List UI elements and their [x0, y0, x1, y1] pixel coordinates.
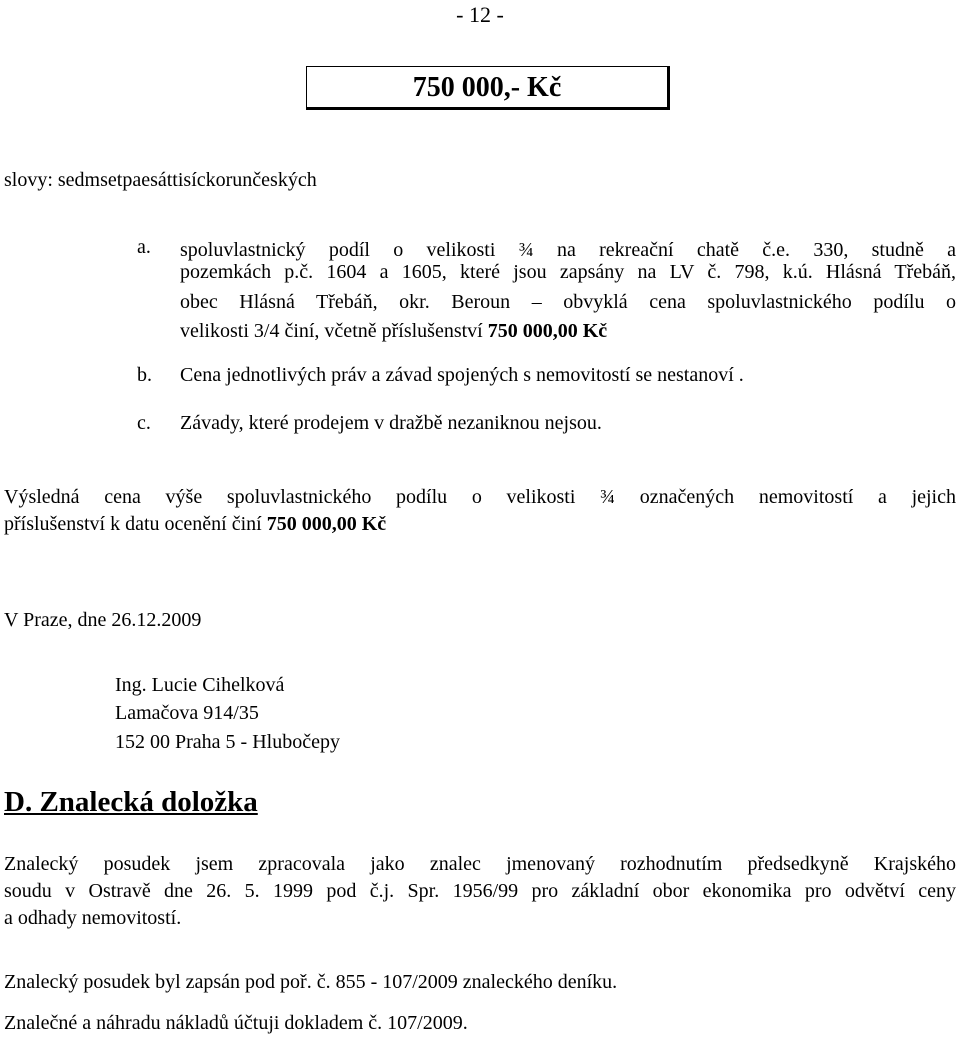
signature-city: 152 00 Praha 5 - Hlubočepy — [115, 731, 340, 753]
signature-name: Ing. Lucie Cihelková — [115, 674, 285, 696]
section-d-p1-line-3: a odhady nemovitostí. — [4, 907, 182, 929]
section-d-p1-line-2: soudu v Ostravě dne 26. 5. 1999 pod č.j. Spr. 1956/99 pro základní obor ekonomika pro odvětví ceny — [4, 880, 956, 902]
item-a-line-4 — [180, 317, 607, 345]
item-b-text: Cena jednotlivých práv a závad spojených s nemovitostí se nestanoví . — [180, 364, 744, 386]
item-a-line-2: pozemkách p.č. 1604 a 1605, které jsou zapsány na LV č. 798, k.ú. Hlásná Třebáň, — [180, 261, 956, 283]
result-line-2 — [4, 510, 386, 538]
item-c-text: Závady, které prodejem v dražbě nezaniknou nejsou. — [180, 412, 602, 434]
item-b-marker: b. — [137, 364, 152, 386]
price-in-words: slovy: sedmsetpaesáttisíckorunčeských — [4, 169, 317, 191]
item-a-marker: a. — [137, 236, 151, 258]
section-d-heading: D. Znalecká doložka — [4, 786, 258, 818]
item-c-marker: c. — [137, 412, 151, 434]
page-number: - 12 - — [456, 2, 504, 27]
section-d-p3: Znalečné a náhradu nákladů účtuji dokladem č. 107/2009. — [4, 1012, 468, 1034]
item-a-line-4-text: velikosti 3/4 činí, včetně příslušenství — [180, 320, 483, 342]
item-a-line-3: obec Hlásná Třebáň, okr. Beroun – obvyklá cena spoluvlastnického podílu o — [180, 291, 956, 313]
result-line-1: Výsledná cena výše spoluvlastnického podílu o velikosti ¾ označených nemovitostí a jejich — [4, 486, 956, 508]
place-date: V Praze, dne 26.12.2009 — [4, 609, 202, 631]
result-line-2-text: příslušenství k datu ocenění činí — [4, 513, 262, 535]
item-a-line-1: spoluvlastnický podíl o velikosti ¾ na rekreační chatě č.e. 330, studně a — [180, 239, 956, 261]
signature-street: Lamačova 914/35 — [115, 702, 259, 724]
result-value: 750 000,00 Kč — [266, 513, 387, 535]
section-d-p1-line-1: Znalecký posudek jsem zpracovala jako znalec jmenovaný rozhodnutím předsedkyně Krajského — [4, 853, 956, 875]
section-d-p2: Znalecký posudek byl zapsán pod poř. č. 855 - 107/2009 znaleckého deníku. — [4, 971, 618, 993]
item-a-value: 750 000,00 Kč — [487, 320, 608, 342]
price-box: 750 000,- Kč — [306, 66, 670, 110]
